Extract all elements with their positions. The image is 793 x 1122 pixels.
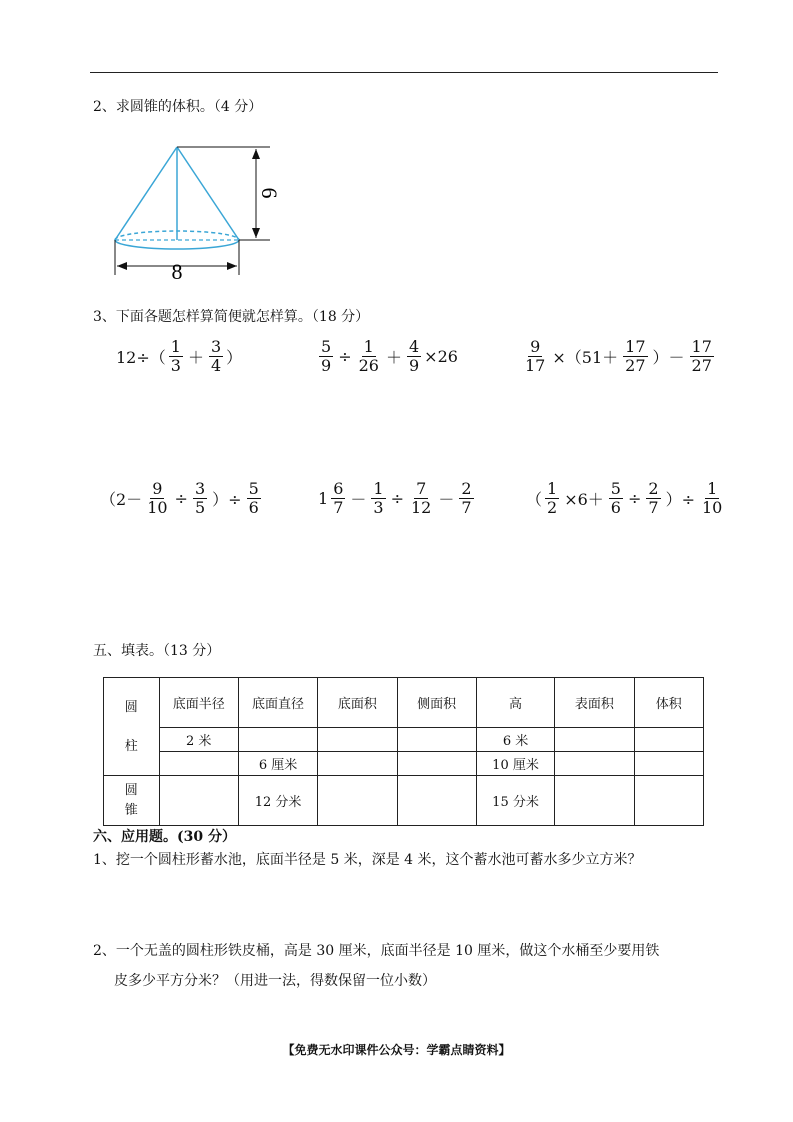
q5-title: 五、填表。（13 分） bbox=[93, 643, 221, 659]
footer: 【免费无水印课件公众号：学霸点睛资料】 bbox=[282, 1043, 511, 1057]
table-cell bbox=[555, 752, 634, 776]
diameter-label: 8 bbox=[171, 259, 183, 284]
expr-text: ×26 bbox=[424, 347, 458, 367]
q6-problem-2-line1: 2、一个无盖的圆柱形铁皮桶，高是 30 厘米，底面半径是 10 厘米，做这个水桶至少要用铁 bbox=[93, 943, 660, 959]
expr-1 bbox=[116, 338, 242, 376]
expr-text: ） bbox=[226, 348, 243, 368]
table-cell: 2 米 bbox=[159, 728, 238, 752]
table-row bbox=[104, 678, 704, 728]
operator: ×（51＋ bbox=[552, 348, 619, 368]
fraction: $\frac{3}{5}$ bbox=[194, 479, 206, 518]
top-rule bbox=[90, 72, 718, 73]
table-cell bbox=[634, 752, 703, 776]
table-cell: 15 分米 bbox=[476, 776, 554, 826]
fraction: $\frac{17}{27}$ bbox=[691, 337, 712, 376]
q6-problem-2-line2: 皮多少平方分米？（用进一法，得数保留一位小数） bbox=[114, 973, 436, 989]
fraction: $\frac{1}{10}$ bbox=[702, 479, 723, 518]
header-cell: 底面直径 bbox=[238, 678, 317, 728]
table-cell bbox=[159, 752, 238, 776]
q6-title: 六、应用题。(30 分） bbox=[93, 829, 236, 845]
header-cell: 体积 bbox=[634, 678, 703, 728]
operator: ）÷ bbox=[212, 490, 242, 510]
fraction: $\frac{5}{6}$ bbox=[248, 479, 259, 518]
table-cell bbox=[634, 728, 703, 752]
operator: ×6＋ bbox=[564, 490, 604, 510]
expr-text: （ bbox=[526, 490, 543, 510]
table-cell: 12 分米 bbox=[238, 776, 317, 826]
operator: ÷ bbox=[390, 489, 404, 509]
table-cell bbox=[318, 752, 397, 776]
fraction: $\frac{3}{4}$ bbox=[210, 337, 222, 376]
cone-label: 圆 锥 bbox=[104, 776, 160, 826]
cylinder-label: 圆 柱 bbox=[104, 678, 160, 776]
operator: ＋ bbox=[187, 348, 204, 368]
cone-drawing bbox=[115, 147, 239, 249]
cone-figure bbox=[100, 135, 290, 285]
operator: ）－ bbox=[652, 348, 685, 368]
q3-title: 3、下面各题怎样算简便就怎样算。（18 分） bbox=[93, 309, 370, 325]
expr-text: 12÷（ bbox=[116, 348, 166, 368]
table-cell bbox=[318, 776, 397, 826]
height-label: 6 bbox=[257, 187, 282, 199]
fraction: $\frac{1}{3}$ bbox=[170, 337, 181, 376]
table-cell: 6 米 bbox=[476, 728, 554, 752]
operator: ÷ bbox=[338, 347, 352, 367]
expr-6 bbox=[526, 480, 727, 518]
table-cell bbox=[555, 728, 634, 752]
operator: － bbox=[350, 490, 367, 510]
fraction: $\frac{1}{3}$ bbox=[373, 479, 384, 518]
q2-title: 2、求圆锥的体积。（4 分） bbox=[93, 99, 263, 115]
table-cell bbox=[238, 728, 317, 752]
table-row bbox=[104, 752, 704, 776]
expr-2 bbox=[316, 338, 458, 376]
expr-3 bbox=[520, 338, 717, 376]
fraction: $\frac{2}{7}$ bbox=[648, 479, 659, 518]
header-cell: 表面积 bbox=[555, 678, 634, 728]
operator: ＋ bbox=[385, 348, 402, 368]
table-cell bbox=[397, 776, 476, 826]
header-cell: 高 bbox=[476, 678, 554, 728]
table-cell: 6 厘米 bbox=[238, 752, 317, 776]
header-cell: 底面半径 bbox=[159, 678, 238, 728]
fraction: $\frac{2}{7}$ bbox=[461, 479, 472, 518]
operator: ）÷ bbox=[665, 490, 695, 510]
table-cell: 10 厘米 bbox=[476, 752, 554, 776]
fill-table bbox=[103, 677, 704, 826]
header-cell: 底面积 bbox=[318, 678, 397, 728]
table-cell bbox=[555, 776, 634, 826]
fraction: $\frac{7}{12}$ bbox=[410, 479, 432, 518]
table-cell bbox=[397, 728, 476, 752]
fraction: $\frac{9}{10}$ bbox=[147, 479, 168, 518]
fraction: $\frac{9}{17}$ bbox=[525, 337, 546, 376]
operator: － bbox=[438, 490, 455, 510]
table-cell bbox=[159, 776, 238, 826]
expr-text: （2－ bbox=[100, 490, 143, 510]
height-dimension bbox=[177, 147, 270, 240]
fraction: $\frac{5}{6}$ bbox=[610, 479, 621, 518]
operator: ÷ bbox=[627, 489, 642, 509]
expr-text: 1 bbox=[318, 489, 329, 509]
fraction: $\frac{5}{9}$ bbox=[321, 337, 332, 376]
fraction: $\frac{6}{7}$ bbox=[333, 479, 344, 518]
fraction: $\frac{17}{27}$ bbox=[625, 337, 646, 376]
expr-5 bbox=[318, 480, 477, 518]
table-cell bbox=[634, 776, 703, 826]
fraction: $\frac{4}{9}$ bbox=[408, 337, 420, 376]
expr-4 bbox=[100, 480, 264, 518]
fraction: $\frac{1}{26}$ bbox=[358, 337, 379, 376]
table-cell bbox=[397, 752, 476, 776]
header-cell: 侧面积 bbox=[397, 678, 476, 728]
q6-problem-1: 1、挖一个圆柱形蓄水池，底面半径是 5 米，深是 4 米，这个蓄水池可蓄水多少立方米？ bbox=[93, 852, 642, 868]
operator: ÷ bbox=[174, 489, 188, 509]
table-cell bbox=[318, 728, 397, 752]
table-row bbox=[104, 728, 704, 752]
table-row bbox=[104, 776, 704, 826]
fraction: $\frac{1}{2}$ bbox=[547, 479, 558, 518]
